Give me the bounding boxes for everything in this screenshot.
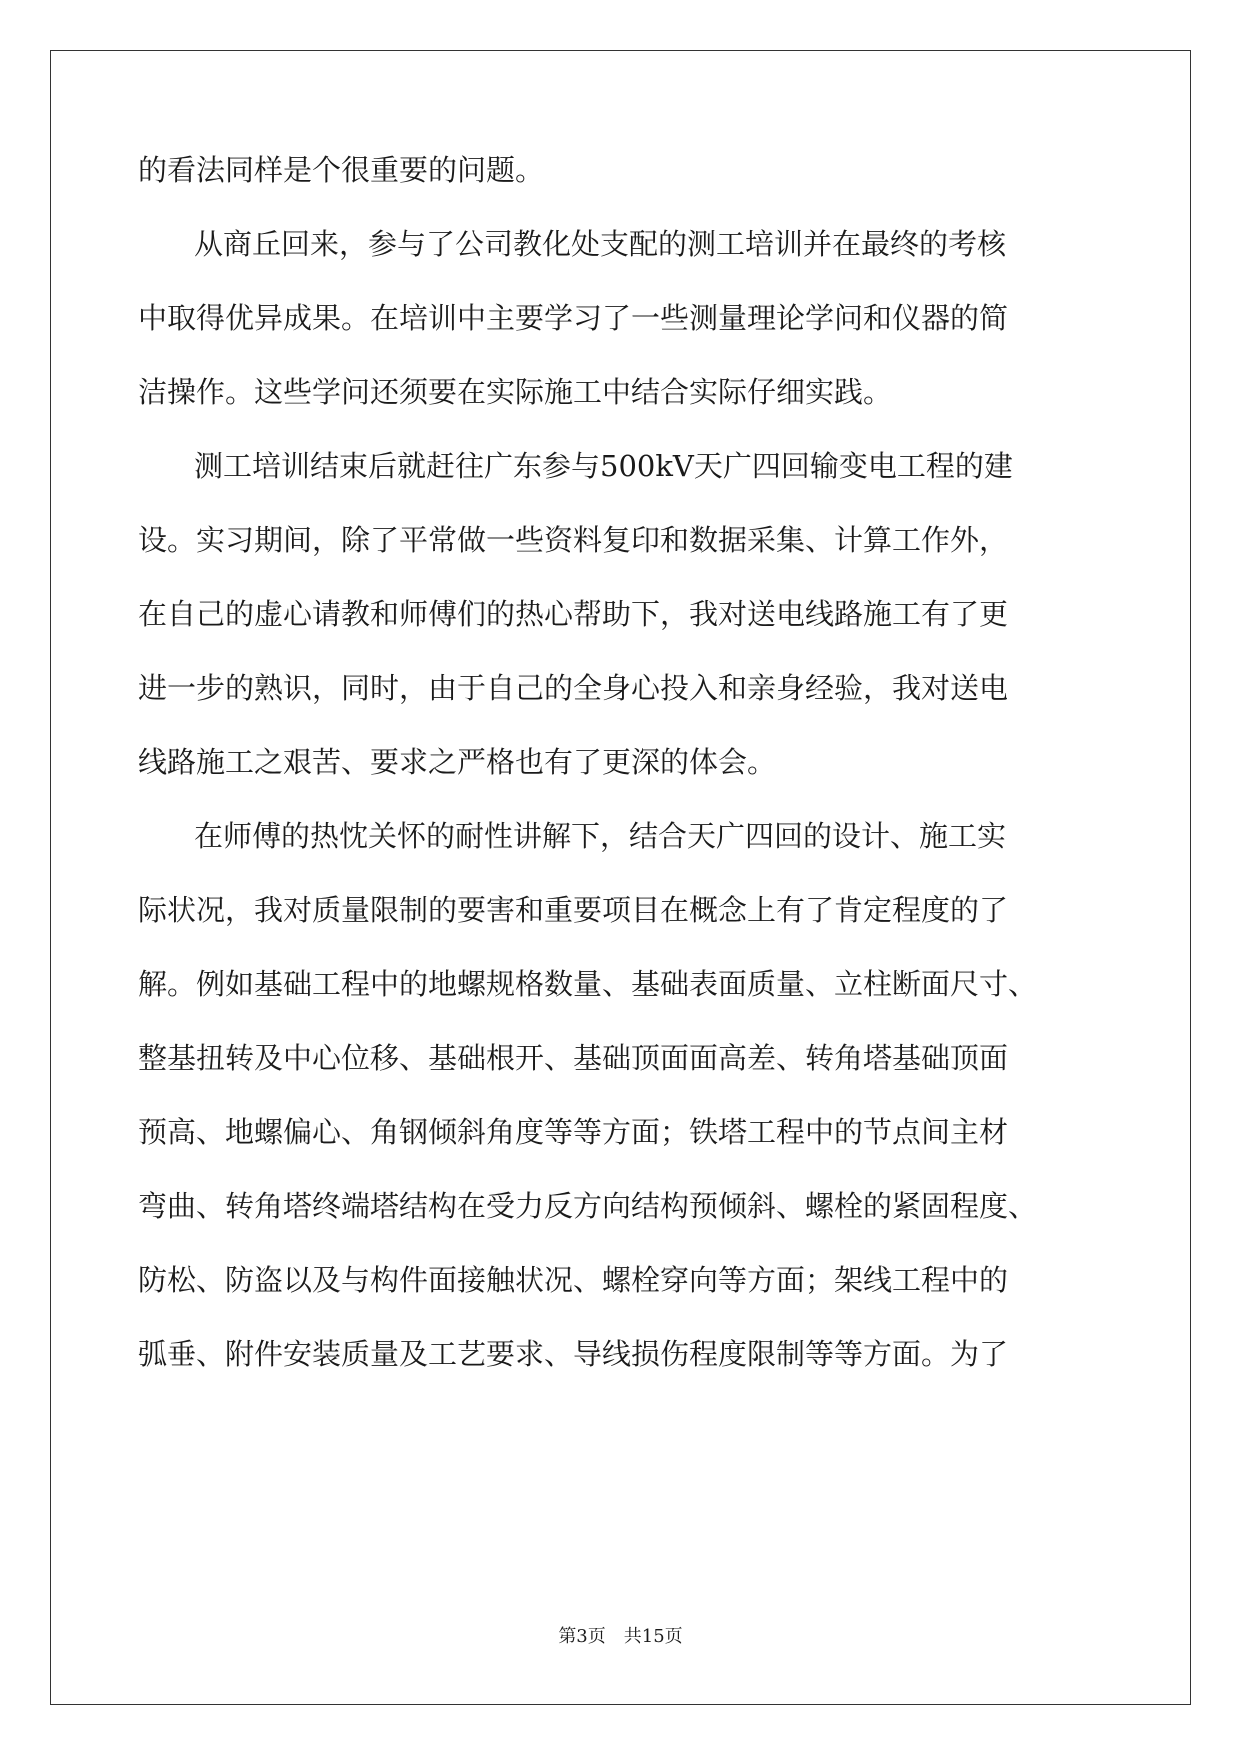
text-line: 预高、地螺偏心、角钢倾斜角度等等方面；铁塔工程中的节点间主材 xyxy=(138,1115,1009,1149)
text-line: 解。例如基础工程中的地螺规格数量、基础表面质量、立柱断面尺寸、 xyxy=(138,967,1038,1001)
text-line: 设。实习期间，除了平常做一些资料复印和数据采集、计算工作外， xyxy=(138,523,1009,557)
text-line: 进一步的熟识，同时，由于自己的全身心投入和亲身经验，我对送电 xyxy=(138,671,1009,705)
text-line: 防松、防盗以及与构件面接触状况、螺栓穿向等方面；架线工程中的 xyxy=(138,1263,1009,1297)
page-footer xyxy=(0,1625,1241,1649)
text-line: 在师傅的热忱关怀的耐性讲解下，结合天广四回的设计、施工实 xyxy=(194,819,1007,853)
text-line: 测工培训结束后就赶往广东参与500kV天广四回输变电工程的建 xyxy=(194,449,1013,483)
text-line: 线路施工之艰苦、要求之严格也有了更深的体会。 xyxy=(138,745,777,779)
page-number: 第3页 xyxy=(558,1626,606,1647)
text-line: 整基扭转及中心位移、基础根开、基础顶面面高差、转角塔基础顶面 xyxy=(138,1041,1009,1075)
page-total: 共15页 xyxy=(623,1626,683,1647)
text-line: 的看法同样是个很重要的问题。 xyxy=(138,153,545,187)
text-line: 洁操作。这些学问还须要在实际施工中结合实际仔细实践。 xyxy=(138,375,893,409)
text-line: 中取得优异成果。在培训中主要学习了一些测量理论学问和仪器的简 xyxy=(138,301,1009,335)
text-line: 在自己的虚心请教和师傅们的热心帮助下，我对送电线路施工有了更 xyxy=(138,597,1009,631)
text-line: 弧垂、附件安装质量及工艺要求、导线损伤程度限制等等方面。为了 xyxy=(138,1337,1009,1371)
text-line: 际状况，我对质量限制的要害和重要项目在概念上有了肯定程度的了 xyxy=(138,893,1009,927)
text-line: 弯曲、转角塔终端塔结构在受力反方向结构预倾斜、螺栓的紧固程度、 xyxy=(138,1189,1038,1223)
text-line: 从商丘回来，参与了公司教化处支配的测工培训并在最终的考核 xyxy=(194,227,1007,261)
